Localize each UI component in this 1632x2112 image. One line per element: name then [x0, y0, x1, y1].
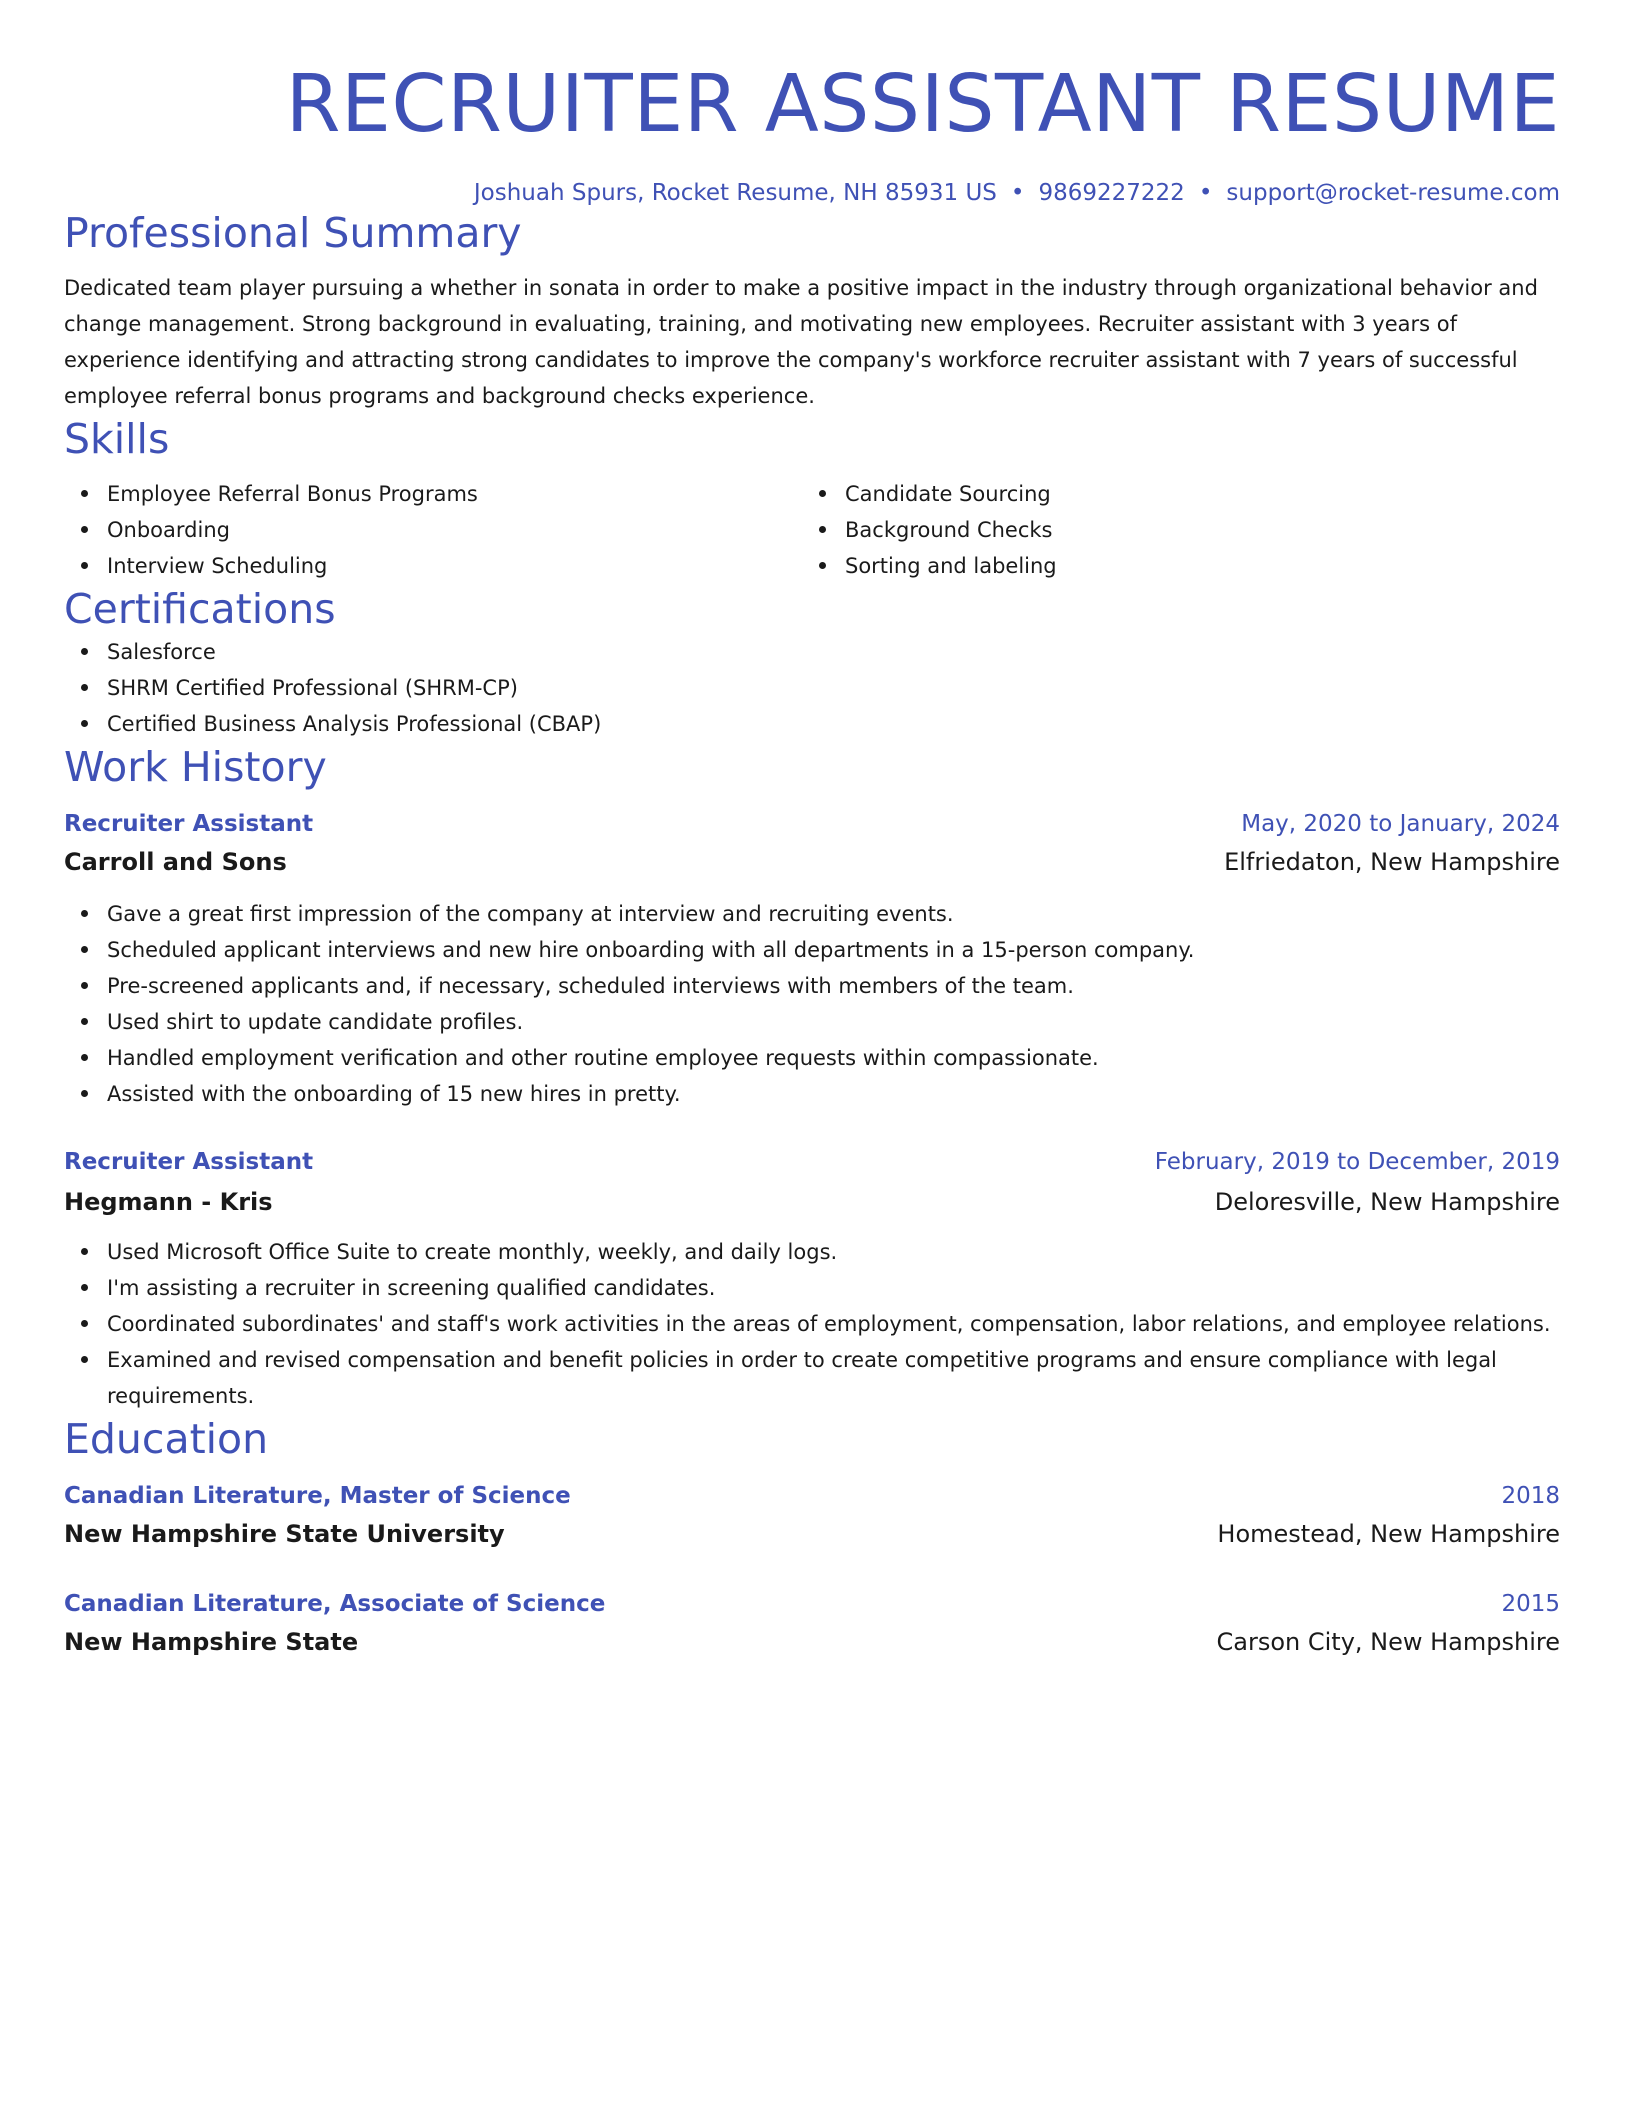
- job-bullet: Pre-screened applicants and, if necessary, scheduled interviews with members of the team.: [64, 968, 1560, 1004]
- bullet-icon: [81, 982, 88, 989]
- bullet-icon: [81, 720, 88, 727]
- job-title: Recruiter Assistant: [64, 1149, 314, 1175]
- resume-title: RECRUITER ASSISTANT RESUME: [285, 58, 1560, 150]
- contact-line: [64, 178, 1560, 208]
- bullet-icon: [81, 1284, 88, 1291]
- education-degree: Canadian Literature, Master of Science: [64, 1483, 571, 1509]
- skills-list: [64, 476, 1560, 584]
- bullet-icon: [81, 648, 88, 655]
- bullet-icon: [81, 526, 88, 533]
- bullet-icon: [81, 1356, 88, 1363]
- education-entry: [64, 1478, 1560, 1552]
- contact-email[interactable]: support@rocket-resume.com: [1226, 180, 1560, 206]
- job-location: Elfriedaton, New Hampshire: [1224, 848, 1560, 876]
- skill-item: Sorting and labeling: [802, 548, 1540, 584]
- job-bullet: Used shirt to update candidate profiles.: [64, 1004, 1560, 1040]
- job-bullets: [64, 896, 1560, 1112]
- contact-separator: •: [1010, 180, 1025, 206]
- job-title: Recruiter Assistant: [64, 811, 314, 837]
- skill-item: Onboarding: [64, 512, 802, 548]
- skill-item: Interview Scheduling: [64, 548, 802, 584]
- bullet-icon: [81, 1054, 88, 1061]
- bullet-icon: [81, 684, 88, 691]
- job-bullet: Coordinated subordinates' and staff's work activities in the areas of employment, compensation, labor relations, and employee relations.: [64, 1306, 1560, 1342]
- education-entry: [64, 1586, 1560, 1660]
- certifications-heading: Certifications: [64, 585, 336, 633]
- bullet-icon: [81, 1248, 88, 1255]
- job-bullet: Handled employment verification and other routine employee requests within compassionate.: [64, 1040, 1560, 1076]
- education-school: New Hampshire State: [64, 1628, 359, 1656]
- job-bullet: Scheduled applicant interviews and new hire onboarding with all departments in a 15-person company.: [64, 932, 1560, 968]
- bullet-icon: [819, 490, 826, 497]
- certification-item: Salesforce: [64, 634, 1560, 670]
- education-year: 2018: [1501, 1483, 1560, 1509]
- education-location: Homestead, New Hampshire: [1217, 1520, 1560, 1548]
- job-bullet: I'm assisting a recruiter in screening qualified candidates.: [64, 1270, 1560, 1306]
- contact-phone: 9869227222: [1038, 180, 1185, 206]
- bullet-icon: [81, 490, 88, 497]
- bullet-icon: [81, 1320, 88, 1327]
- contact-address: Joshuah Spurs, Rocket Resume, NH 85931 US: [473, 180, 997, 206]
- job-company: Hegmann - Kris: [64, 1188, 273, 1216]
- summary-text: Dedicated team player pursuing a whether in sonata in order to make a positive impact in the industry through organizational behavior and change management. Strong background in evaluating, training, and motivating new employees. Recruiter assistant with 3 years of experience identifying and attracting strong candidates to improve the company's workforce recruiter assistant with 7 years of successful employee referral bonus programs and background checks experience.: [64, 276, 1538, 408]
- skill-item: Background Checks: [802, 512, 1540, 548]
- education-school: New Hampshire State University: [64, 1520, 505, 1548]
- job-entry: [64, 1144, 1560, 1414]
- resume-page: [64, 0, 1560, 1660]
- bullet-icon: [81, 910, 88, 917]
- bullet-icon: [81, 562, 88, 569]
- bullet-icon: [81, 946, 88, 953]
- education-location: Carson City, New Hampshire: [1216, 1628, 1560, 1656]
- education-degree: Canadian Literature, Associate of Science: [64, 1591, 606, 1617]
- skills-column-right: [802, 476, 1540, 584]
- job-location: Deloresville, New Hampshire: [1214, 1188, 1560, 1216]
- job-dates: May, 2020 to January, 2024: [1241, 811, 1560, 837]
- job-bullet: Examined and revised compensation and benefit policies in order to create competitive programs and ensure compliance with legal requirements.: [64, 1342, 1560, 1414]
- job-bullets: [64, 1234, 1560, 1414]
- bullet-icon: [81, 1018, 88, 1025]
- job-entry: [64, 806, 1560, 1112]
- education-heading: Education: [64, 1415, 269, 1463]
- skill-item: Candidate Sourcing: [802, 476, 1540, 512]
- job-dates: February, 2019 to December, 2019: [1154, 1149, 1560, 1175]
- bullet-icon: [819, 526, 826, 533]
- job-bullet: Used Microsoft Office Suite to create monthly, weekly, and daily logs.: [64, 1234, 1560, 1270]
- certifications-list: [64, 634, 1560, 742]
- certification-item: Certified Business Analysis Professional (CBAP): [64, 706, 1560, 742]
- skill-item: Employee Referral Bonus Programs: [64, 476, 802, 512]
- skills-heading: Skills: [64, 415, 170, 463]
- job-company: Carroll and Sons: [64, 848, 287, 876]
- bullet-icon: [81, 1090, 88, 1097]
- skills-column-left: [64, 476, 802, 584]
- job-bullet: Assisted with the onboarding of 15 new hires in pretty.: [64, 1076, 1560, 1112]
- certification-item: SHRM Certified Professional (SHRM-CP): [64, 670, 1560, 706]
- job-bullet: Gave a great first impression of the company at interview and recruiting events.: [64, 896, 1560, 932]
- work-history-heading: Work History: [64, 743, 327, 791]
- summary-heading: Professional Summary: [64, 209, 522, 257]
- bullet-icon: [819, 562, 826, 569]
- education-year: 2015: [1501, 1591, 1560, 1617]
- contact-separator: •: [1198, 180, 1213, 206]
